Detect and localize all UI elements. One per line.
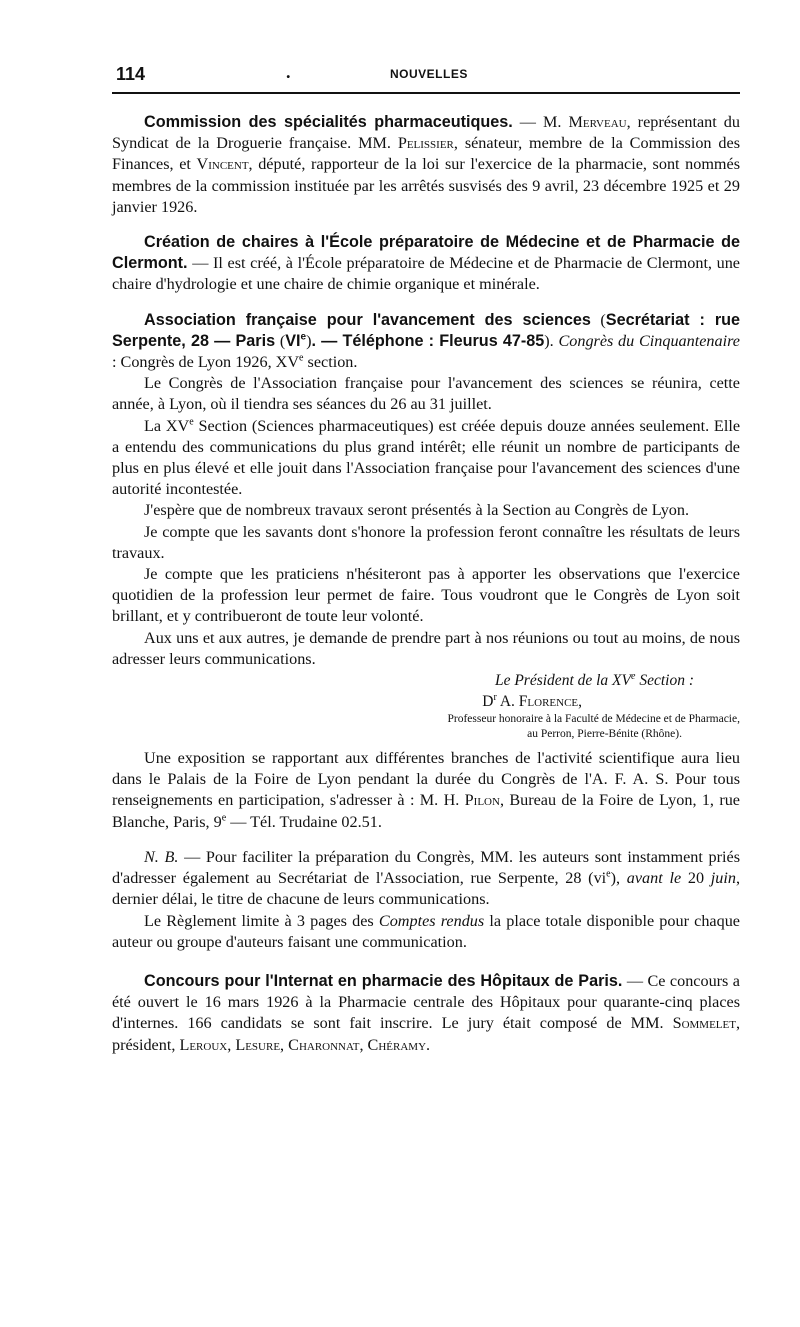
page-number: 114: [116, 64, 146, 84]
text-run: (: [590, 310, 606, 329]
section-heading: Association française pour l'avancement des sciences: [144, 310, 591, 329]
section-commission: [112, 112, 740, 218]
text-run: section.: [303, 353, 358, 372]
paragraph: Aux uns et aux autres, je demande de prendre part à nos réunions ou tout au moins, de nous adresser leurs communications.: [112, 628, 740, 668]
section-association: [112, 310, 740, 374]
text-run: Le Règlement limite à 3 pages des: [144, 911, 379, 930]
signature-name: [112, 691, 740, 712]
text-run: ).: [544, 331, 559, 350]
text-run: Section (Sciences pharmaceutiques) est créée depuis douze années seulement. Elle a entendu des communications du plus grand intérêt; elle réunit un nombre de participants de plus en plus élevé et elle jouit dans l'Association française pour l'avancement des sciences d'une autorité incontestée.: [112, 416, 741, 499]
page: [112, 58, 740, 1056]
text-run: (: [275, 331, 286, 350]
text-run: La XV: [144, 416, 190, 435]
superscript: e: [189, 416, 194, 428]
person-name: Merveau: [568, 113, 627, 131]
text-run: ,: [359, 1035, 368, 1054]
text-run: : Congrès de Lyon 1926, XV: [112, 353, 300, 372]
text-run: , représentant du Syndicat de la Droguerie française. MM.: [112, 113, 740, 153]
italic-text: avant le: [626, 869, 682, 888]
text-run: ,: [227, 1035, 236, 1054]
paragraph: Je compte que les savants dont s'honore la profession feront connaître les résultats de leurs travaux.: [112, 522, 740, 562]
italic-text: N. B.: [144, 847, 179, 866]
superscript: e: [606, 868, 611, 880]
paragraph: Le Congrès de l'Association française pour l'avancement des sciences se réunira, cette année, à Lyon, où il tiendra ses séances du 26 au 31 juillet.: [112, 374, 740, 414]
italic-text: Congrès du Cinquantenaire: [558, 331, 740, 350]
person-name: Leroux: [179, 1035, 228, 1054]
text-run: .: [426, 1035, 431, 1054]
paragraph: [112, 416, 740, 501]
running-title: NOUVELLES: [390, 67, 468, 81]
text-run: — Tél. Trudaine 02.51.: [226, 812, 382, 831]
header-dot: .: [286, 62, 291, 82]
paragraph: [112, 748, 740, 833]
superscript: e: [299, 352, 304, 364]
text-run: , Bureau de la Foire de Lyon, 1, rue Blanche, Paris, 9: [112, 791, 740, 831]
paragraph: Je compte que les praticiens n'hésiteront pas à apporter les observations que l'exercice quotidien de la profession leur permet de faire. Tous voudront que le Congrès de Lyon soit brillant, et y contribueront de toute leur volonté.: [112, 565, 740, 626]
page-header: [112, 58, 740, 94]
text-run: , député, rapporteur de la loi sur l'exercice de la pharmacie, sont nommés membres de la commission instituée par les arrêtés susvisés des 9 avril, 23 décembre 1925 et 29 janvier 1926.: [112, 155, 741, 216]
text-run: , dernier délai, le titre de chacune de leurs communications.: [112, 869, 740, 909]
person-name: Florence: [518, 693, 579, 711]
section-chaires: [112, 232, 740, 296]
superscript: r: [493, 691, 497, 703]
person-name: Pilon: [464, 791, 500, 810]
text-run: — Pour faciliter la préparation du Congrès, MM. les auteurs sont instamment priés d'adresser également au Secrétariat de l'Association, rue Serpente, 28 (vi: [112, 847, 740, 888]
text-run: ,: [578, 693, 582, 711]
person-name: Lesure: [235, 1035, 281, 1054]
text-run: Le Président de la XV: [494, 672, 631, 690]
text-run: la place totale disponible pour chaque auteur ou groupe d'auteurs faisant une communication.: [112, 911, 740, 951]
superscript: e: [300, 331, 307, 343]
text-run: — Ce concours a été ouvert le 16 mars 1926 à la Pharmacie centrale des Hôpitaux pour quarante-cinq places d'internes. 166 candidats se sont fait inscrire. Le jury était composé de MM.: [112, 971, 740, 1033]
text-run: ),: [610, 869, 627, 888]
text-run: D: [482, 693, 494, 711]
superscript: e: [631, 670, 636, 682]
section-heading: Concours pour l'Internat en pharmacie des Hôpitaux de Paris.: [144, 971, 623, 990]
superscript: e: [221, 812, 227, 824]
signature-address: au Perron, Pierre-Bénite (Rhône).: [527, 728, 682, 741]
person-name: Vincent: [196, 155, 249, 174]
text-run: 20: [681, 869, 711, 888]
text-run: — Il est créé, à l'École préparatoire de Médecine et de Pharmacie de Clermont, une chaire d'hydrologie et une chaire de chimie organique et minérale.: [112, 254, 740, 294]
paragraph: [112, 911, 740, 953]
text-run: Une exposition se rapportant aux différentes branches de l'activité scientifique aura lieu dans le Palais de la Foire de Lyon pendant la durée du Congrès de l'A. F. A. S. Pour tous renseignements en participation, s'adresser à : M. H.: [112, 749, 740, 810]
paragraph: [112, 847, 740, 911]
text-run: — M.: [512, 113, 569, 131]
section-heading-phone: . — Téléphone : Fleurus 47-85: [311, 331, 545, 350]
text-run: , président,: [112, 1014, 740, 1054]
text-run: ,: [280, 1035, 289, 1054]
italic-text: juin: [710, 869, 736, 888]
text-run: ): [306, 331, 312, 350]
text-run: A.: [496, 693, 519, 711]
text-run: , sénateur, membre de la Commission des Finances, et: [112, 134, 740, 174]
signature-title: [112, 670, 740, 691]
paragraph: J'espère que de nombreux travaux seront présentés à la Section au Congrès de Lyon.: [144, 501, 690, 520]
signature-affiliation: Professeur honoraire à la Faculté de Médecine et de Pharmacie,: [447, 713, 740, 726]
person-name: Pelissier: [397, 134, 454, 153]
section-heading-address: Secrétariat : rue Serpente, 28 — Paris: [112, 310, 741, 350]
section-heading: Création de chaires à l'École préparatoire de Médecine et de Pharmacie de Clermont.: [112, 233, 740, 273]
italic-text: Comptes rendus: [378, 911, 485, 930]
person-name: Chéramy: [367, 1035, 427, 1054]
section-heading: Commission des spécialités pharmaceutiques.: [144, 113, 513, 131]
person-name: Sommelet: [672, 1014, 736, 1033]
text-run: VI: [285, 331, 301, 350]
section-concours: [112, 971, 740, 1056]
text-run: Section :: [635, 672, 694, 690]
person-name: Charonnat: [288, 1035, 360, 1054]
